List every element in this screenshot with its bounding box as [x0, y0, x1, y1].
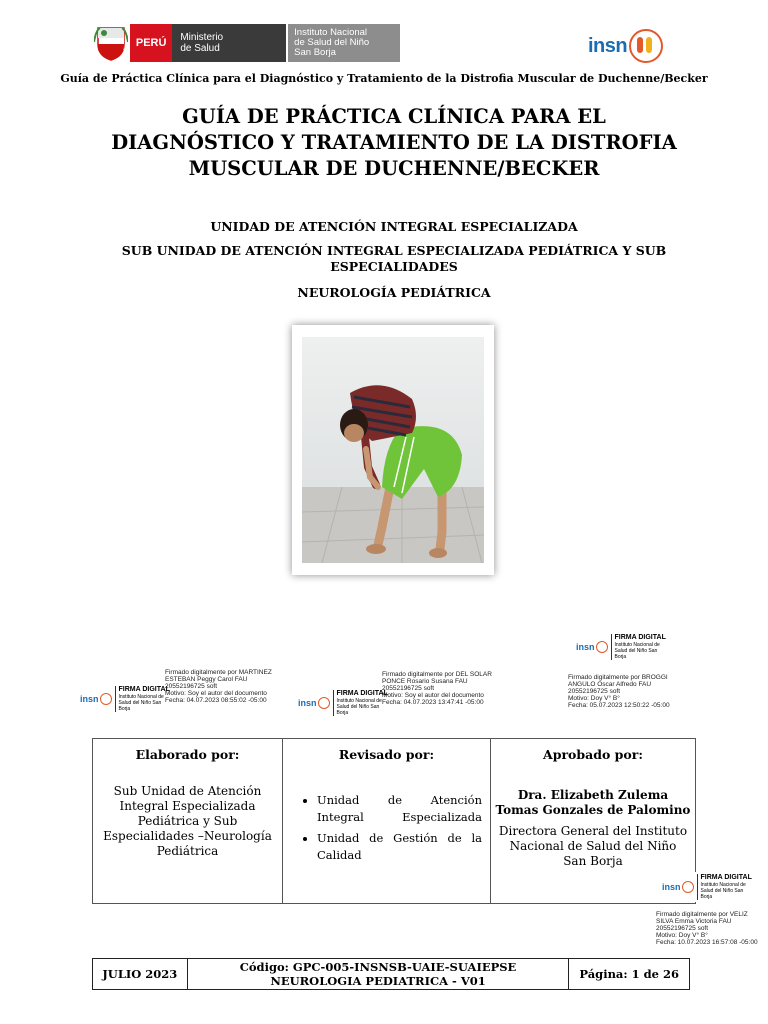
stamp-text [701, 874, 752, 900]
page-footer [92, 958, 690, 990]
signature-text-martinez: Firmado digitalmente por MARTINEZ ESTEBAN Peggy Carol FAU 20552196725 soft Motivo: Soy el autor del documento Fecha: 04.07.2023 08:55:02 -05:00 [165, 669, 272, 704]
child-gowers-sign-image [302, 337, 484, 563]
footer-code: Código: GPC-005-INSNSB-UAIE-SUAIEPSE NEUROLOGIA PEDIATRICA - V01 [188, 959, 570, 989]
aprobado-role: Directora General del Instituto Nacional de Salud del Niño San Borja [498, 824, 688, 868]
aprobado-name: Dra. Elizabeth Zulema Tomas Gonzales de Palomino [495, 788, 691, 817]
stamp-logo-icon [596, 641, 608, 653]
approval-table [92, 738, 696, 904]
list-item: • Unidad de Atención Integral Especializada [317, 792, 482, 826]
stamp-logo-text: insn [662, 882, 681, 892]
stamp-logo-icon [682, 881, 694, 893]
revisado-column [283, 739, 491, 903]
peru-shield-icon [94, 24, 128, 62]
stamp-logo-text: insn [298, 698, 317, 708]
stamp-subtitle: Instituto Nacional de Salud del Niño San Borja [118, 694, 164, 712]
stamp-text [615, 634, 666, 660]
stamp-logo [298, 697, 330, 709]
stamp-subtitle: Instituto Nacional de Salud del Niño San Borja [614, 642, 660, 660]
stamp-subtitle: Instituto Nacional de Salud del Niño San Borja [336, 698, 382, 716]
footer-page: Página: 1 de 26 [579, 967, 680, 981]
stamp-text [337, 690, 388, 716]
footer-date: JULIO 2023 [93, 959, 188, 989]
signature-stamp-veliz [662, 872, 752, 902]
signature-stamp-broggi [576, 634, 666, 660]
list-item: • Unidad de Gestión de la Calidad [317, 830, 482, 864]
page-title: GUÍA DE PRÁCTICA CLÍNICA PARA EL DIAGNÓSTICO Y TRATAMIENTO DE LA DISTROFIA MUSCULAR DE DUCHENNE/BECKER [111, 105, 677, 180]
ministry-label-text: Ministerio de Salud [180, 32, 224, 54]
stamp-logo [80, 693, 112, 705]
children-icon [629, 29, 663, 63]
stamp-logo-icon [100, 693, 112, 705]
stamp-logo-text: insn [80, 694, 99, 704]
signature-stamp-martinez [80, 686, 170, 712]
stamp-divider [697, 874, 698, 900]
revisado-list [283, 792, 490, 864]
ministry-label [172, 24, 286, 62]
stamp-text [119, 686, 170, 712]
aprobado-label: Aprobado por: [543, 747, 643, 762]
revisado-label: Revisado por: [338, 747, 435, 762]
institute-label [288, 24, 400, 62]
signature-text-del-solar: Firmado digitalmente por DEL SOLAR PONCE Rosario Susana FAU 20552196725 soft Motivo: Soy el autor del documento Fecha: 04.07.2023 13:47:41 -05:00 [382, 671, 492, 706]
stamp-divider [115, 686, 116, 712]
specialty-title: NEUROLOGÍA PEDIÁTRICA [297, 285, 491, 300]
institute-label-text: Instituto Nacional de Salud del Niño San Borja [294, 27, 370, 58]
stamp-logo-icon [318, 697, 330, 709]
stamp-divider [333, 690, 334, 716]
cover-photo [292, 325, 494, 575]
unit-title: UNIDAD DE ATENCIÓN INTEGRAL ESPECIALIZADA [210, 219, 578, 234]
signature-stamp-del-solar [298, 690, 388, 716]
peru-label: PERÚ [130, 24, 172, 62]
subunit-title: SUB UNIDAD DE ATENCIÓN INTEGRAL ESPECIALIZADA PEDIÁTRICA Y SUB ESPECIALIDADES [121, 243, 667, 274]
stamp-title: FIRMA DIGITAL [614, 634, 666, 641]
elaborado-column [93, 739, 283, 903]
running-header: Guía de Práctica Clínica para el Diagnóstico y Tratamiento de la Distrofia Muscular de Duchenne/Becker [60, 72, 708, 85]
insn-logo-text: insn [588, 34, 628, 57]
elaborado-label: Elaborado por: [135, 747, 240, 762]
government-logo [94, 24, 400, 62]
elaborado-value: Sub Unidad de Atención Integral Especializada Pediátrica y Sub Especialidades –Neurología Pediátrica [103, 784, 272, 858]
stamp-title: FIRMA DIGITAL [700, 874, 752, 881]
stamp-subtitle: Instituto Nacional de Salud del Niño San Borja [700, 882, 746, 900]
stamp-title: FIRMA DIGITAL [336, 690, 388, 697]
stamp-logo [576, 641, 608, 653]
signature-text-broggi: Firmado digitalmente por BROGGI ANGULO Oscar Alfredo FAU 20552196725 soft Motivo: Doy V° B° Fecha: 05.07.2023 12:50:22 -05:00 [568, 674, 670, 709]
stamp-logo [662, 881, 694, 893]
stamp-divider [611, 634, 612, 660]
stamp-title: FIRMA DIGITAL [118, 686, 170, 693]
signature-text-veliz: Firmado digitalmente por VELIZ SILVA Emma Victoria FAU 20552196725 soft Motivo: Doy V° B° Fecha: 10.07.2023 16:57:08 -05:00 [656, 911, 758, 946]
stamp-logo-text: insn [576, 642, 595, 652]
insn-logo [588, 28, 670, 64]
